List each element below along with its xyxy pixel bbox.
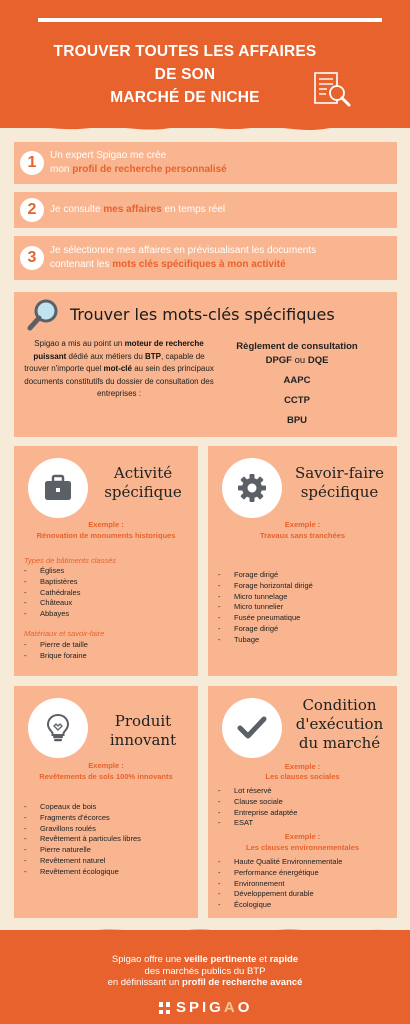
card-title-line: Savoir-faire: [294, 464, 385, 482]
kw-para-1: Spigao a mis au point un: [34, 339, 125, 348]
step-2: [14, 192, 397, 228]
list: [218, 857, 342, 911]
card-activite: [14, 446, 198, 676]
document-types: [222, 340, 372, 429]
example-label: Exemple :: [284, 762, 321, 771]
card-savoir-faire: [208, 446, 397, 676]
list-item: - Entreprise adaptée: [218, 808, 297, 819]
kw-para-3: , capable de trouver n'importe quel: [24, 351, 205, 373]
page-title: [40, 40, 330, 109]
list-item: - Environnement: [218, 879, 342, 890]
brand-part: A: [223, 999, 238, 1016]
card-condition: [208, 686, 397, 918]
step-1-text-b: mon: [50, 164, 73, 175]
doc-type-item: CCTP: [284, 395, 310, 406]
list-item: - Forage dirigé: [218, 570, 313, 581]
step-number-2: 2: [20, 198, 44, 222]
list-item: - Copeaux de bois: [24, 802, 141, 813]
step-2-highlight: mes affaires: [103, 204, 162, 215]
card-produit: [14, 686, 198, 918]
card-title: [94, 464, 192, 502]
card-icon-circle: [28, 458, 88, 518]
spigao-logo-icon: [158, 1000, 172, 1016]
category-label: Matériaux et savoir-faire: [24, 629, 105, 638]
list-item: - Baptistères: [24, 577, 80, 588]
footer-l1c: et: [256, 954, 270, 965]
doc-type-dpgf-a: DPGF: [265, 355, 292, 366]
example-value: Les clauses environnementales: [246, 843, 359, 852]
step-text-2: [50, 203, 391, 217]
doc-type-dpgf: [222, 353, 372, 369]
brand-part: O: [237, 999, 253, 1016]
card-icon-circle: [222, 698, 282, 758]
category-label: Types de bâtiments classés: [24, 556, 116, 565]
list-item: - Abbayes: [24, 609, 80, 620]
magnifier-icon: [26, 298, 60, 332]
footer-l1a: Spigao offre une: [111, 954, 185, 965]
document-search-icon: [312, 70, 354, 108]
list-item: - Performance énergétique: [218, 868, 342, 879]
kw-para-bold-3: mot-clé: [103, 364, 132, 373]
list-item: - Tubage: [218, 635, 313, 646]
list-item: - Fragments d'écorces: [24, 813, 141, 824]
card-icon-circle: [222, 458, 282, 518]
list-item: - Écologique: [218, 900, 342, 911]
footer-line-3: [30, 977, 380, 989]
footer-l3a: en définissant un: [107, 977, 183, 988]
list-item: - Gravillons roulés: [24, 824, 141, 835]
header-wave: [0, 118, 410, 138]
brand-name: [176, 999, 252, 1016]
step-1: [14, 142, 397, 184]
footer-line-1: [30, 954, 380, 966]
example-value: Rénovation de monuments historiques: [36, 531, 176, 540]
card-title-line: d'exécution: [295, 715, 384, 733]
card-title-line: du marché: [298, 734, 381, 752]
card-title-line: Condition: [302, 696, 377, 714]
list-item: - Forage dirigé: [218, 624, 313, 635]
step-1-highlight: profil de recherche personnalisé: [72, 164, 227, 175]
example-value: Les clauses sociales: [265, 772, 340, 781]
example-value: Revêtements de sols 100% innovants: [39, 772, 173, 781]
lightbulb-icon: [43, 713, 73, 743]
list-item: - Cathédrales: [24, 588, 80, 599]
footer-l3b: profil de recherche avancé: [182, 977, 303, 988]
list-item: - Clause sociale: [218, 797, 297, 808]
spigao-logo: [158, 998, 258, 1018]
doc-type-or: ou: [291, 355, 308, 366]
card-title-line: Activité: [113, 464, 173, 482]
title-line-3: MARCHÉ DE NICHE: [110, 89, 260, 106]
gear-icon: [237, 473, 267, 503]
step-3-text-a: Je sélectionne mes affaires en prévisualisant les documents: [50, 245, 317, 256]
kw-para-bold-2: BTP: [145, 351, 162, 361]
header-banner: [0, 0, 410, 128]
list-item: - Revêtement naturel: [24, 856, 141, 867]
list-item: - Châteaux: [24, 598, 80, 609]
keywords-title: Trouver les mots-clés spécifiques: [70, 305, 335, 324]
step-number-3: 3: [20, 246, 44, 270]
list-item: - Micro tunnelier: [218, 602, 313, 613]
list: [218, 786, 297, 829]
list: [24, 802, 141, 878]
doc-type-item: AAPC: [283, 375, 311, 386]
list-item: - Développement durable: [218, 889, 342, 900]
step-number-1: 1: [20, 151, 44, 175]
card-title-line: spécifique: [104, 483, 182, 501]
list: [24, 640, 88, 662]
title-line-1: TROUVER TOUTES LES AFFAIRES: [53, 43, 317, 60]
card-icon-circle: [28, 698, 88, 758]
list-item: - Micro tunnelage: [218, 592, 313, 603]
kw-para-4: au sein des principaux documents constitutifs du dossier de consultation des entreprises :: [24, 364, 214, 398]
step-1-text-a: Un expert Spigao me crée: [50, 150, 167, 161]
brand-part: SPIG: [176, 999, 224, 1016]
kw-para-2: dédié aux métiers du: [66, 351, 146, 361]
list-item: - Brique foraine: [24, 651, 88, 662]
card-title: [94, 712, 192, 750]
kw-para-bold-1: moteur de recherche puissant: [33, 339, 204, 361]
checkmark-icon: [237, 713, 267, 743]
footer-text: [30, 954, 380, 989]
list-item: - Lot réservé: [218, 786, 297, 797]
example-label: Exemple :: [284, 832, 321, 841]
list: [24, 566, 80, 620]
step-3-text-b: contenant les: [50, 259, 113, 270]
step-2-text-b: en temps réel: [161, 204, 226, 215]
footer-l1b: veille pertinente: [184, 954, 257, 965]
step-3: [14, 236, 397, 280]
list-item: - Fusée pneumatique: [218, 613, 313, 624]
list-item: - Pierre de taille: [24, 640, 88, 651]
list: [218, 570, 313, 646]
list-item: - Revêtement écologique: [24, 867, 141, 878]
example-value: Travaux sans tranchées: [259, 531, 346, 540]
step-2-text-a: Je consulte: [50, 204, 104, 215]
card-title-line: Produit: [114, 712, 172, 730]
title-line-2: DE SON: [154, 66, 216, 83]
doc-type-dqe: DQE: [307, 355, 329, 366]
top-divider: [38, 18, 382, 22]
briefcase-icon: [43, 473, 73, 503]
list-item: - Revêtement à particules libres: [24, 834, 141, 845]
example-label: Exemple :: [284, 520, 321, 529]
doc-type-item: BPU: [286, 415, 308, 426]
doc-type-heading: Règlement de consultation: [236, 341, 358, 352]
example-label: Exemple :: [88, 520, 124, 529]
list-item: - ESAT: [218, 818, 297, 829]
step-text-1: [50, 149, 391, 177]
example-label: Exemple :: [88, 761, 124, 770]
card-title-line: innovant: [109, 731, 177, 749]
footer-l1d: rapide: [269, 954, 299, 965]
list-item: - Pierre naturelle: [24, 845, 141, 856]
list-item: - Églises: [24, 566, 80, 577]
list-item: - Forage horizontal dirigé: [218, 581, 313, 592]
step-text-3: [50, 244, 391, 272]
footer: [0, 930, 410, 1024]
card-title: [288, 696, 391, 753]
card-title-line: spécifique: [300, 483, 379, 501]
list-item: - Haute Qualité Environnementale: [218, 857, 342, 868]
step-3-highlight: mots clés spécifiques à mon activité: [112, 259, 286, 270]
keywords-paragraph: [24, 338, 214, 401]
card-title: [288, 464, 391, 502]
keywords-section: [14, 292, 397, 437]
footer-line-2: des marchés publics du BTP: [144, 965, 266, 977]
